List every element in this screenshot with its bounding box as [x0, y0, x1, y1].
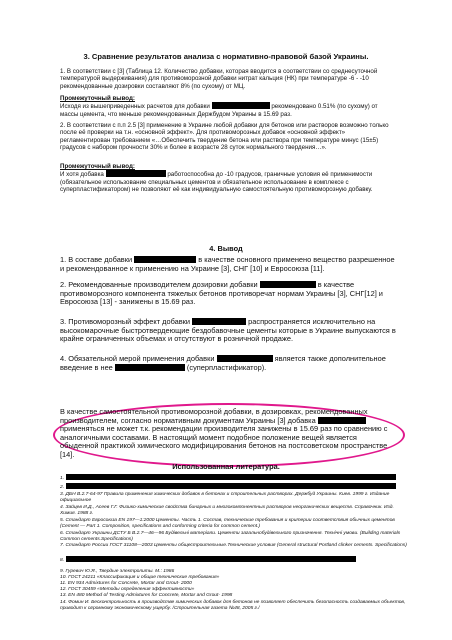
reference-item: 10. ГОСТ 24211 «Классификация и общие технические требования» — [60, 575, 220, 580]
section-title: 3. Сравнение результатов анализа с нормативно-правовой базой Украины. — [83, 52, 369, 61]
section3-paragraph-2: 2. В соответствии с п.п 2.5 [3] применение в Украине любой добавки для бетонов или растворов возможно только после её проверки на т.н. «основной эффект». Для противоморозных добавок «основной эффект» регламентирован требованием «…Обеспечить твердение бетона или раствора при температуре минус (15±5) градусов с набором прочности 30% и более в возрасте 28 суток нормального твердения…». — [60, 122, 389, 152]
redaction-bar — [66, 474, 396, 480]
reference-item: 3. ДБН В.2.7-64-97 Правила применения химических добавок в бетонах и строительных растворах. Держбуд Украины. Киев. 1999 г. Издание официальное — [60, 492, 390, 503]
redaction-bar — [66, 483, 396, 489]
redaction-bar — [66, 556, 356, 562]
redaction-bar — [260, 281, 316, 288]
section3-paragraph-1: 1. В соответствии с [3] (Таблица 12. Количество добавки, которая вводится в соответствии со среднесуточной температурой выдерживания) для противоморозной добавки нитрат кальция (НК) при температуре -6 - -10 рекомендованные дозировки составляют 8% (по сухому) от МЦ. — [60, 68, 378, 90]
conclusion-item-2: 2. Рекомендованные производителем дозировки добавки в качестве противоморозного компонента тяжелых бетонов противоречат нормам Украины [3], СНГ[12] и Евросоюза [13] - занижены в 15.69 раз. — [60, 280, 383, 307]
reference-item: 14. Фомин И. Бесконтрольность в производстве химических добавок для бетонов не позволяет обеспечить безопасность создаваемых объектов, приводит к огромному экономическому ущербу. /Строительная газета №48, 2005 г./ — [60, 600, 406, 611]
reference-item: 8. — [60, 556, 410, 564]
interim-label: Промежуточный вывод: — [60, 163, 135, 170]
reference-item: 1. — [60, 474, 410, 482]
highlighted-conclusion: В качестве самостоятельной противоморозной добавки, в дозировках, рекомендованных производителем, согласно нормативным документам Украины [3] добавка применяться не может т.к. рекомендации производителя занижены в 15.69 раз по сравнению с аналогичными составами. В настоящий момент подобное положение вещей является обыденной практикой химического модифицирования бетонов на постсоветском пространстве [14]. — [60, 407, 388, 459]
interim-label: Промежуточный вывод: — [60, 95, 135, 102]
redaction-bar — [106, 170, 166, 177]
interim-conclusion-2: Промежуточный вывод: И хотя добавка работоспособна до -10 градусов, граничные условия её применимости (обязательное использование специальных цементов и обязательное использование в комплексе с суперпластификатором) не позволяют её как индивидуальную самостоятельную противоморозную добавку. — [60, 163, 373, 194]
redaction-bar — [212, 102, 270, 109]
conclusion-item-4: 4. Обязательной мерой применения добавки является также дополнительное введение в нее (суперпластификатор). — [60, 354, 386, 372]
reference-item: 5. Стандарт Евросоюза EN 197—1:2000 Цементы. Часть 1. Состав, технические требования и критерии соответствия обычных цементов (Cement — Part 1. Composition, specifications and conforming criteria for common cement.) — [60, 518, 395, 529]
conclusion-item-1: 1. В составе добавки в качестве основного применено вещество разрешенное и рекомендованное к применению на Украине [3], СНГ [10] и Евросоюза [11]. — [60, 255, 395, 273]
reference-item: 4. Зайцев И.Д., Асеев Г.Г. Физико-химические свойства бинарных и многокомпонентных растворов неорганических веществ. Справочник. Изд. Химия. 1988 г. — [60, 505, 394, 516]
redaction-bar — [134, 256, 196, 263]
reference-item: 2. — [60, 483, 410, 491]
interim-conclusion-1: Промежуточный вывод: Исходя из вышеприведенных расчетов для добавки рекомендовано 0.51% (по сухому) от массы цемента, что меньше рекомендованных Держбудом Украины в 15.69 раз. — [60, 95, 378, 118]
conclusion-item-3: 3. Противоморозный эффект добавки распространяется исключительно на высокомарочные быстротвердеющие бездобавочные цементы которые в Украине выпускаются в крайне ограниченных объемах и отсутствуют в розничной продаже. — [60, 317, 396, 344]
conclusion-header: 4. Вывод — [209, 244, 243, 253]
reference-item: 12. ГОСТ 30459 «Методы определения эффективности» — [60, 587, 195, 592]
literature-header: Использованная литература. — [172, 462, 280, 471]
reference-item: 13. EN 480 Method of Testing Admixtures for Concrete, Mortar and Grout- 1998 — [60, 593, 233, 598]
redaction-bar — [115, 364, 185, 371]
reference-item: 11. EN 934 Admixtures for Concrete, Mortar and Grout- 2000 — [60, 581, 192, 586]
redaction-bar — [192, 318, 246, 325]
reference-item: 6. Стандарт Украины ДСТУ Б В.2.7—46—96 Будівельні матеріали. Цементи загальнобудівельного призначення. Технічні умови. (Building materials Common cements.Specifications) — [60, 531, 401, 542]
redaction-bar — [217, 355, 273, 362]
reference-item: 9. Гуревич Ю.Я., Твердые электролиты. М.: 1986 — [60, 569, 175, 574]
reference-item: 7. Стандарт России ГОСТ 31108—2003 Цементы общестроительные.Технические условия (General structural Portland clinker cements. Specifications) — [60, 543, 407, 548]
redaction-bar — [318, 417, 366, 424]
